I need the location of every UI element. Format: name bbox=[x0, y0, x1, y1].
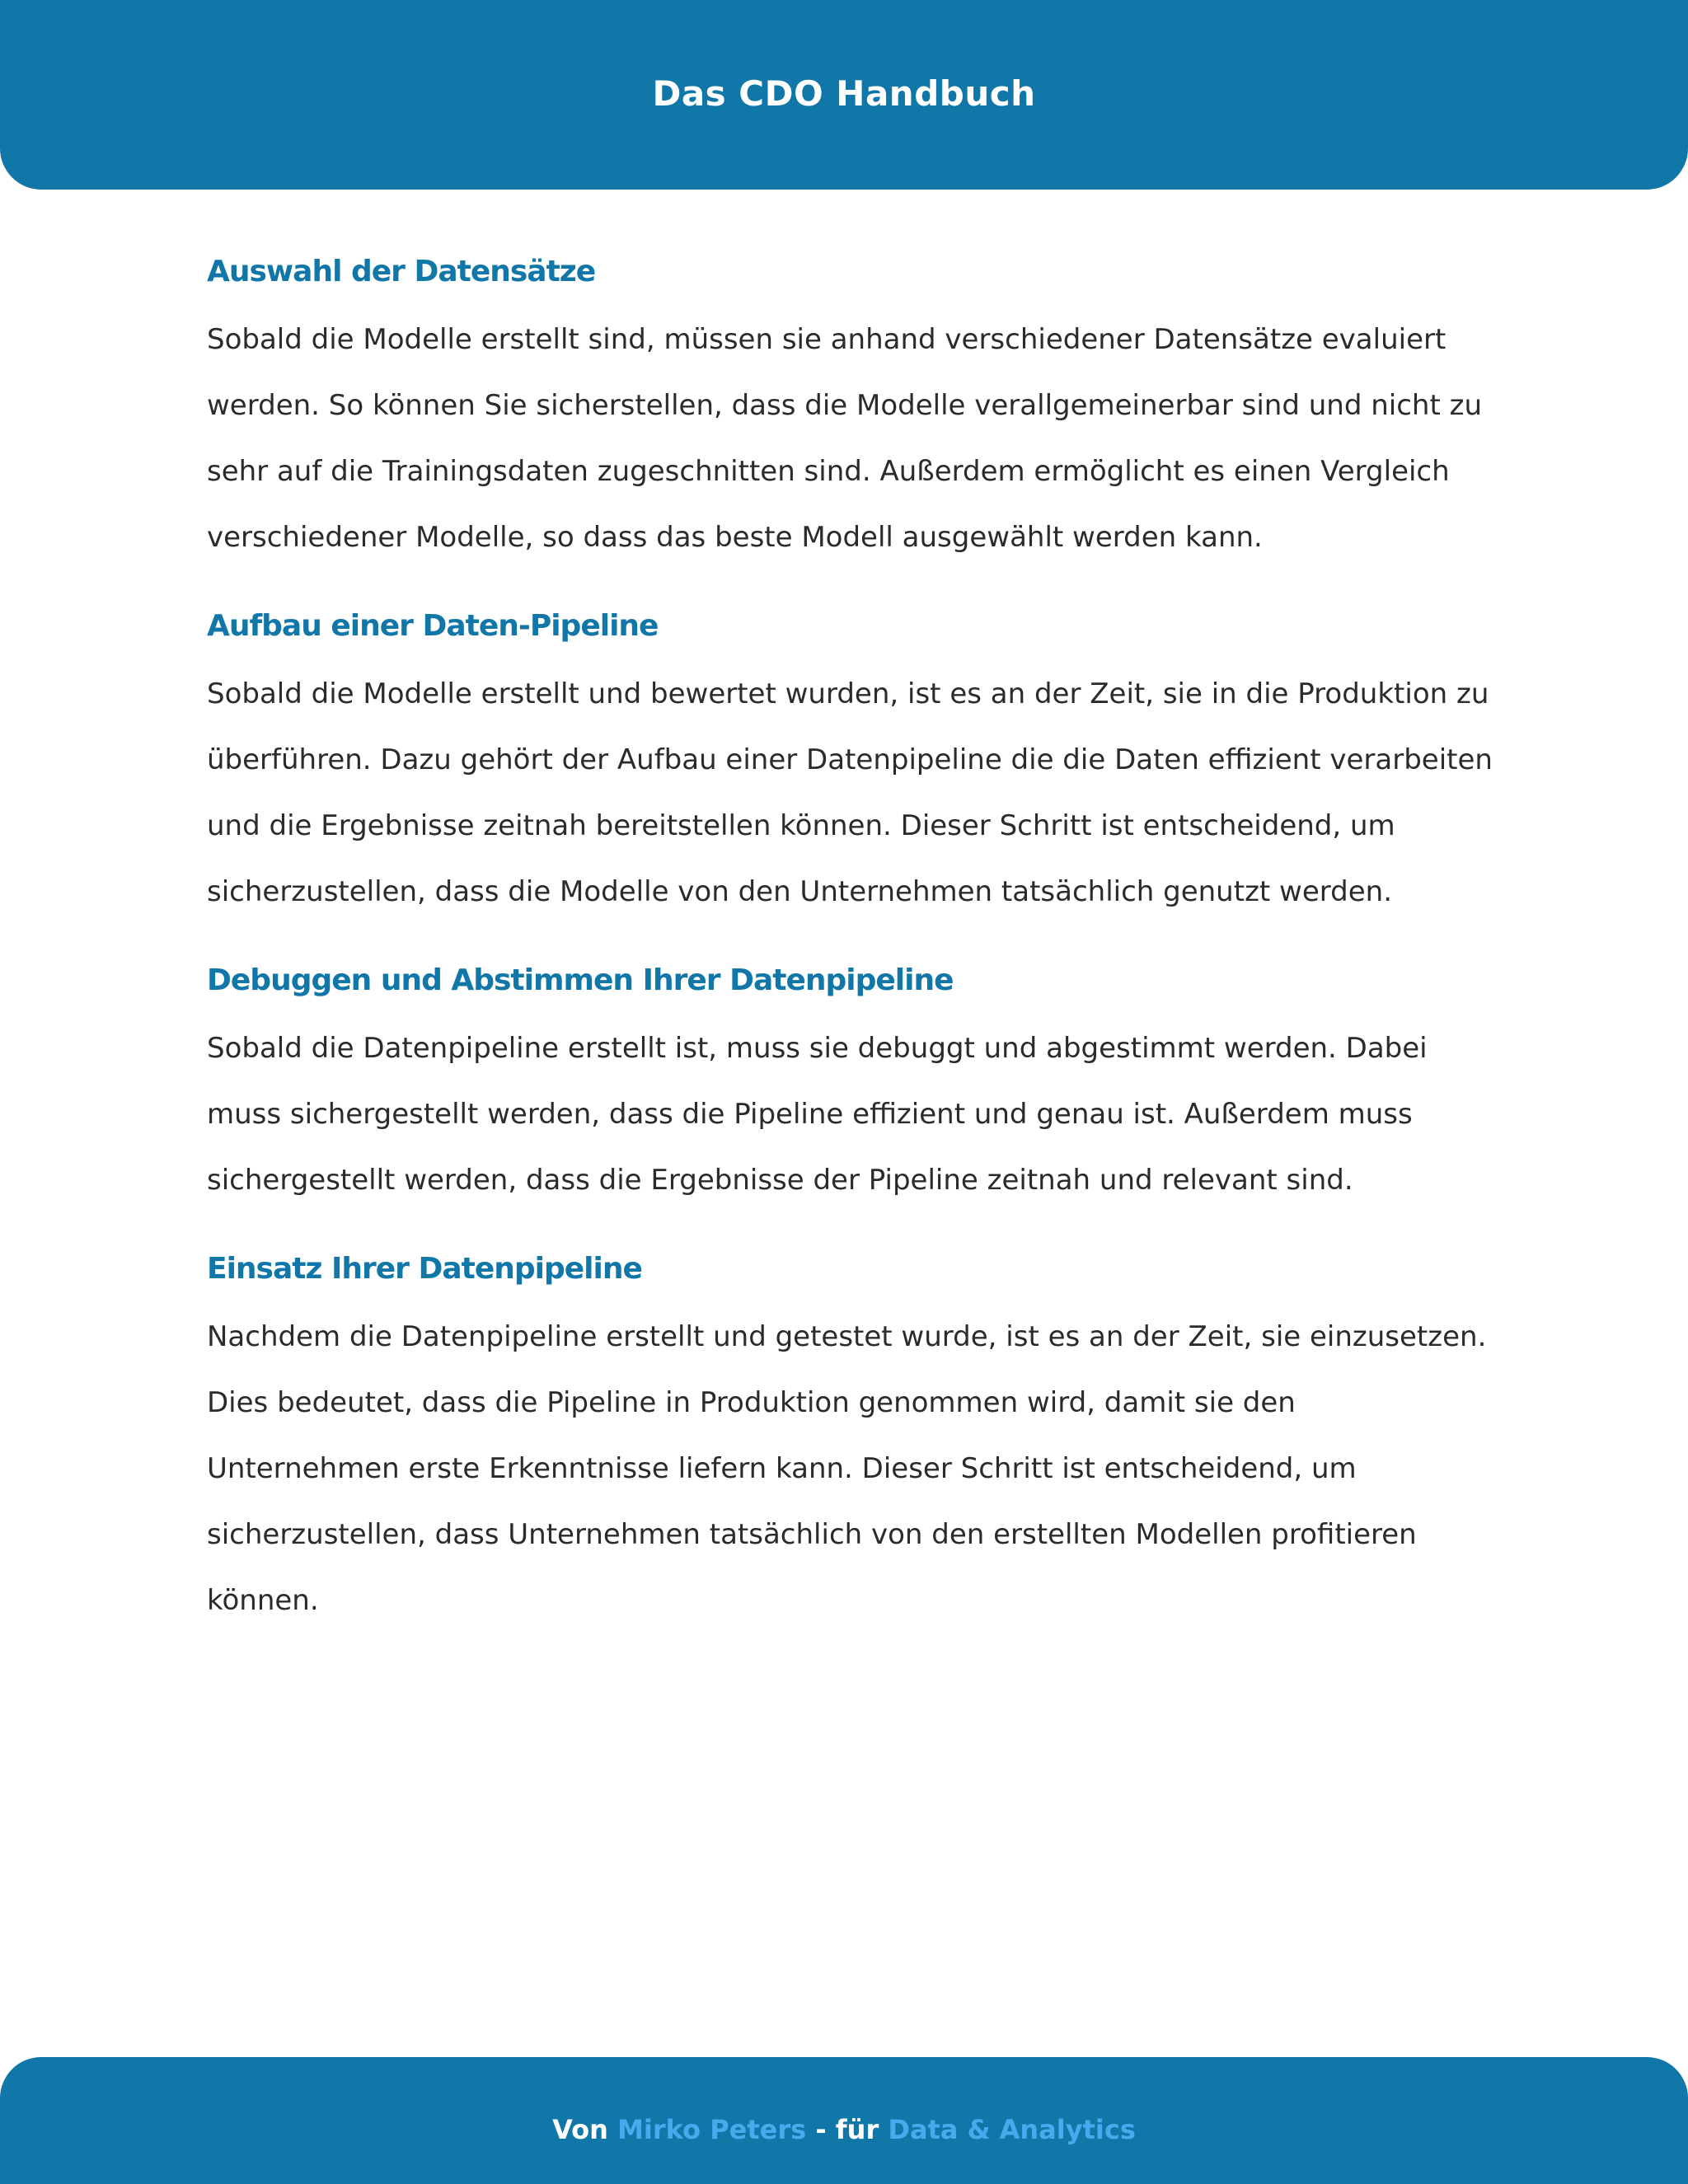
section-heading: Aufbau einer Daten-Pipeline bbox=[207, 609, 659, 643]
topic-link[interactable]: Data & Analytics bbox=[888, 2114, 1136, 2145]
section-heading: Debuggen und Abstimmen Ihrer Datenpipeline bbox=[207, 963, 954, 997]
section-heading: Einsatz Ihrer Datenpipeline bbox=[207, 1252, 642, 1286]
section-auswahl bbox=[207, 247, 1493, 570]
footer-prefix: Von bbox=[552, 2114, 608, 2145]
page-footer bbox=[0, 2057, 1688, 2184]
section-body: Sobald die Modelle erstellt und bewertet wurden, ist es an der Zeit, sie in die Produktion zu überführen. Dazu gehört der Aufbau einer Datenpipeline die die Daten effizient verarbeiten und die Ergebnisse zeitnah bereitstellen können. Dieser Schritt ist entscheidend, um sicherzustellen, dass die Modelle von den Unternehmen tatsächlich genutzt werden. bbox=[207, 677, 1493, 908]
author-link[interactable]: Mirko Peters bbox=[617, 2114, 807, 2145]
section-body: Nachdem die Datenpipeline erstellt und getestet wurde, ist es an der Zeit, sie einzusetzen. Dies bedeutet, dass die Pipeline in Produktion genommen wird, damit sie den Unternehmen erste Erkenntnisse liefern kann. Dieser Schritt ist entscheidend, um sicherzustellen, dass Unternehmen tatsächlich von den erstellten Modellen profitieren können. bbox=[207, 1320, 1487, 1617]
section-debuggen bbox=[207, 956, 1493, 1213]
section-body: Sobald die Datenpipeline erstellt ist, muss sie debuggt und abgestimmt werden. Dabei muss sichergestellt werden, dass die Pipeline effizient und genau ist. Außerdem muss sichergestellt werden, dass die Ergebnisse der Pipeline zeitnah und relevant sind. bbox=[207, 1032, 1428, 1197]
section-einsatz bbox=[207, 1244, 1493, 1633]
footer-credit bbox=[552, 2114, 1136, 2145]
section-body: Sobald die Modelle erstellt sind, müssen sie anhand verschiedener Datensätze evaluiert werden. So können Sie sicherstellen, dass die Modelle verallgemeinerbar sind und nicht zu sehr auf die Trainingsdaten zugeschnitten sind. Außerdem ermöglicht es einen Vergleich verschiedener Modelle, so dass das beste Modell ausgewählt werden kann. bbox=[207, 323, 1482, 554]
main-content bbox=[207, 247, 1493, 1633]
section-aufbau bbox=[207, 602, 1493, 925]
header-title: Das CDO Handbuch bbox=[652, 73, 1036, 114]
page-header bbox=[0, 0, 1688, 190]
section-heading: Auswahl der Datensätze bbox=[207, 255, 596, 288]
footer-separator: - für bbox=[815, 2114, 879, 2145]
